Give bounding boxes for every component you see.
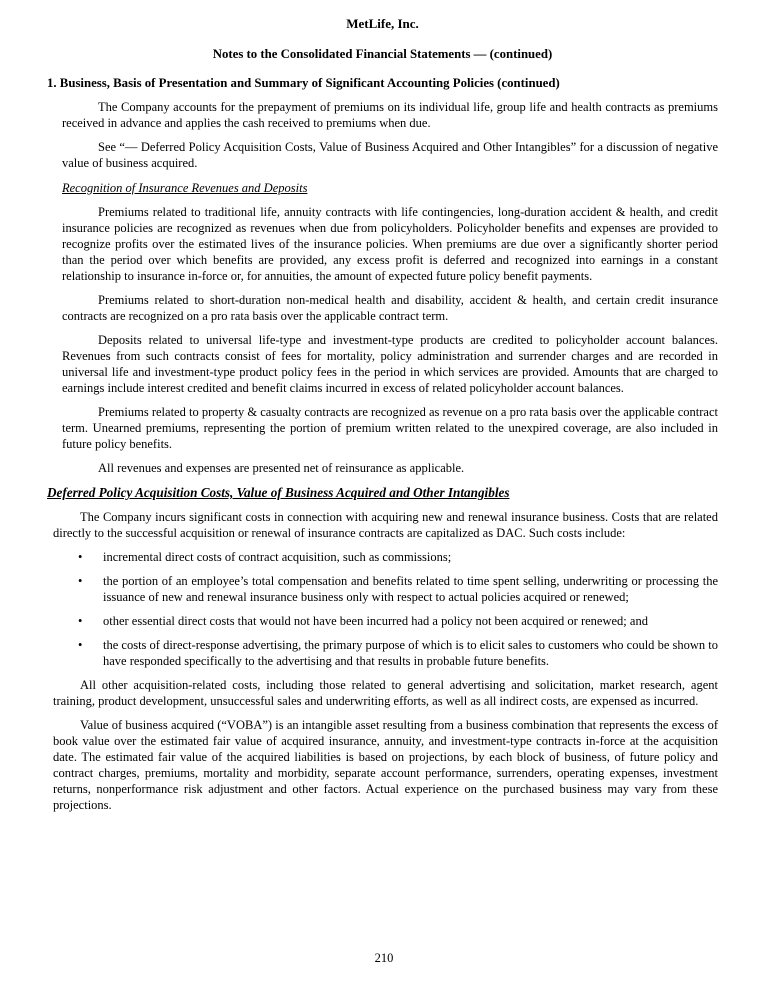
paragraph-short-duration-premiums: Premiums related to short-duration non-medical health and disability, accident & health, and certain credit insurance contracts are recognized on a pro rata basis over the applicable contract term.	[62, 293, 718, 323]
bullet-text: incremental direct costs of contract acquisition, such as commissions;	[103, 550, 452, 564]
bullet-icon: •	[78, 550, 83, 564]
bullet-item	[78, 613, 718, 629]
bullet-icon: •	[78, 638, 83, 652]
section-heading: 1. Business, Basis of Presentation and Summary of Significant Accounting Policies (continued)	[47, 76, 560, 90]
paragraph-other-acquisition-costs: All other acquisition-related costs, including those related to general advertising and solicitation, market research, agent training, product development, unsuccessful sales and underwriting efforts, as well as all indirect costs, are expensed as incurred.	[53, 678, 718, 708]
paragraph-reinsurance: All revenues and expenses are presented net of reinsurance as applicable.	[98, 461, 465, 475]
paragraph-traditional-premiums: Premiums related to traditional life, annuity contracts with life contingencies, long-duration accident & health, and credit insurance policies are recognized as revenues when due from policyholders. Policyholder benefits and expenses are provided to recognize profits over the estimated lives of the insurance policies. When premiums are due over a significantly shorter period than the period over which benefits are provided, any excess profit is deferred and recognized into earnings in a constant relationship to insurance in-force or, for annuities, the amount of expected future policy benefit payments.	[62, 205, 718, 283]
bullet-text: other essential direct costs that would not have been incurred had a policy not been acquired or renewed; and	[103, 614, 648, 628]
bullet-icon: •	[78, 614, 83, 628]
paragraph-deposits: Deposits related to universal life-type and investment-type products are credited to policyholder account balances. Revenues from such contracts consist of fees for mortality, policy administration and surrender charges and are recorded in universal life and investment-type product policy fees in the period in which services are provided. Amounts that are charged to earnings include interest credited and benefit claims incurred in excess of related policyholder account balances.	[62, 333, 718, 395]
bullet-item	[78, 573, 718, 605]
subheading-deferred-policy-acquisition-costs: Deferred Policy Acquisition Costs, Value of Business Acquired and Other Intangibles	[47, 485, 510, 500]
bullet-text: the costs of direct-response advertising, the primary purpose of which is to elicit sales to customers who could be shown to have responded specifically to the advertising and that results in probable future benefits.	[103, 638, 718, 668]
paragraph-prepayment: The Company accounts for the prepayment of premiums on its individual life, group life and health contracts as premiums received in advance and applies the cash received to premiums when due.	[62, 100, 718, 130]
bullet-text: the portion of an employee’s total compensation and benefits related to time spent selling, underwriting or processing the issuance of new and renewal insurance business only with respect to actual policies acquired or renewed;	[103, 574, 718, 604]
subheading-recognition-of-insurance-revenues: Recognition of Insurance Revenues and Deposits	[62, 181, 308, 195]
company-title: MetLife, Inc.	[346, 16, 419, 31]
paragraph-property-casualty: Premiums related to property & casualty contracts are recognized as revenue on a pro rata basis over the applicable contract term. Unearned premiums, representing the portion of premium written related to the unexpired coverage, are also included in future policy benefits.	[62, 405, 718, 451]
bullet-item	[78, 637, 718, 669]
paragraph-see-reference: See “— Deferred Policy Acquisition Costs, Value of Business Acquired and Other Intangibles” for a discussion of negative value of business acquired.	[62, 140, 718, 170]
page-number: 210	[374, 951, 394, 965]
document-title: Notes to the Consolidated Financial Statements — (continued)	[212, 47, 553, 61]
bullet-item	[78, 549, 718, 565]
paragraph-voba: Value of business acquired (“VOBA”) is an intangible asset resulting from a business combination that represents the excess of book value over the estimated fair value of acquired insurance, annuity, and investment-type contracts in-force at the acquisition date. The estimated fair value of the acquired liabilities is based on projections, by each block of business, of future policy and contract charges, premiums, mortality and morbidity, separate account performance, surrenders, operating expenses, investment returns, nonperformance risk adjustment and other factors. Actual experience on the purchased business may vary from these projections.	[53, 718, 718, 812]
paragraph-dac-intro: The Company incurs significant costs in connection with acquiring new and renewal insurance business. Costs that are related directly to the successful acquisition or renewal of insurance contracts are capitalized as DAC. Such costs include:	[53, 510, 718, 540]
bullet-icon: •	[78, 574, 83, 588]
